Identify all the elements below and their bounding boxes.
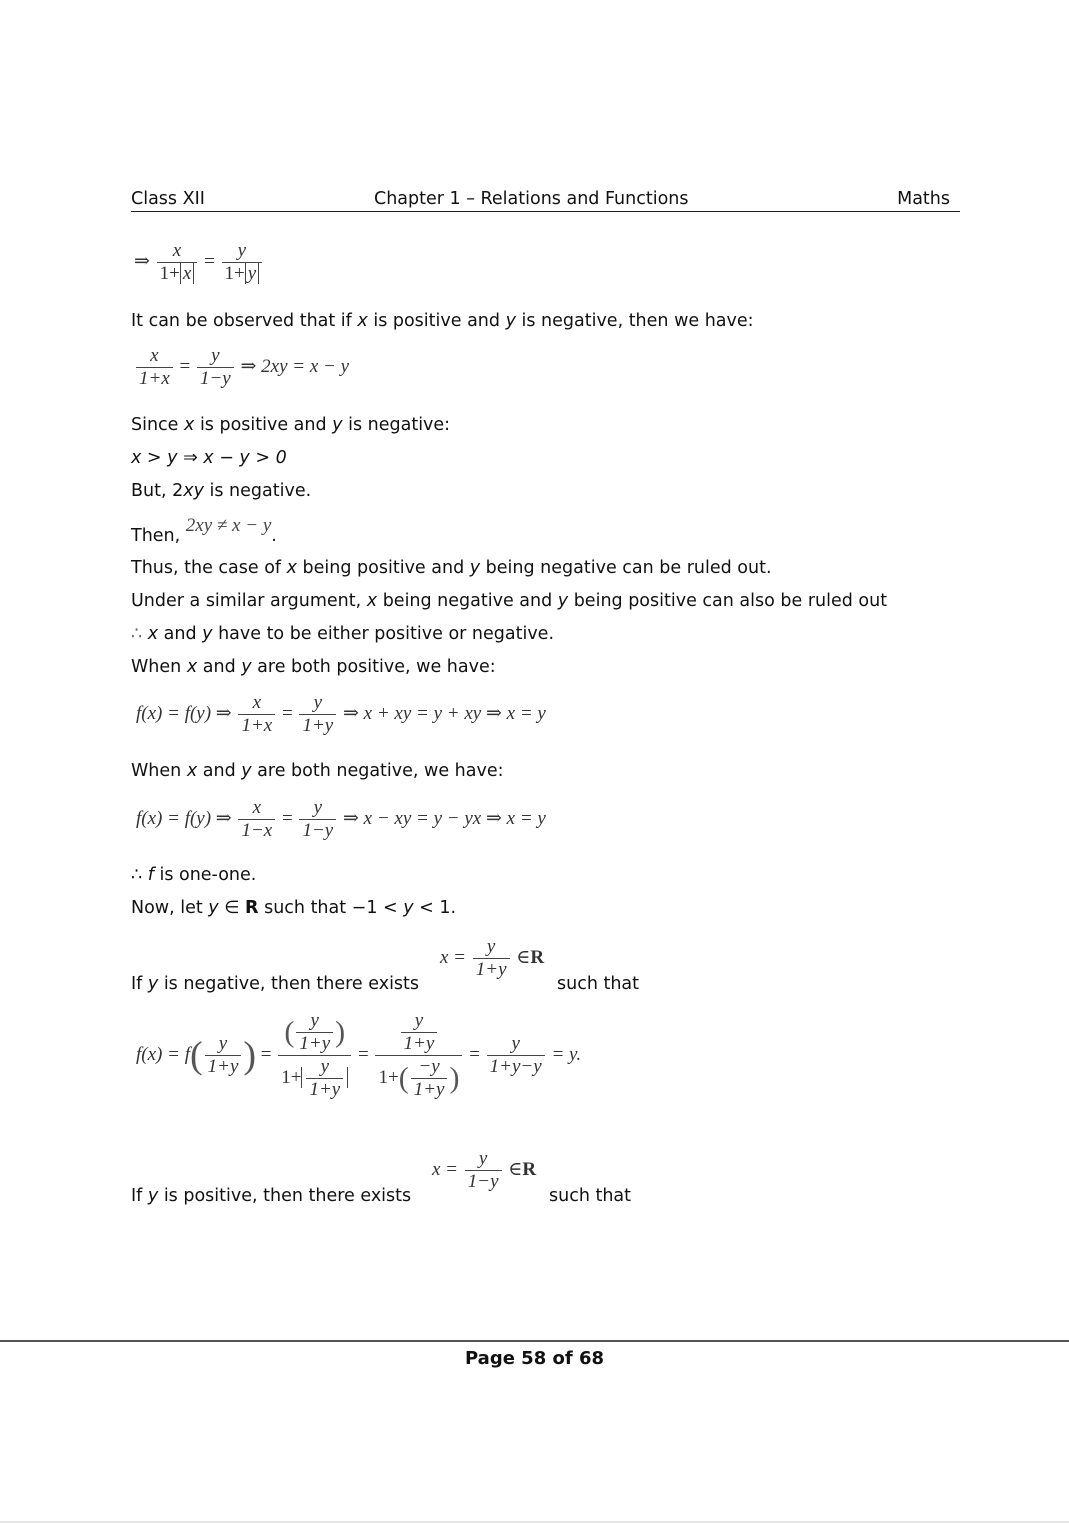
page-header — [131, 187, 960, 212]
equation-x-positive: x = $\frac{y}{1-y}$ ∈R — [432, 1148, 537, 1192]
paragraph-y-negative: If y is negative, then there exists — [131, 974, 420, 994]
footer-divider — [0, 1340, 1069, 1342]
paragraph-thus: Thus, the case of x being positive and y being negative can be ruled out. — [131, 558, 772, 578]
paragraph-observation: It can be observed that if x is positive and y is negative, then we have: — [131, 311, 754, 331]
paragraph-one-one: ∴ f is one-one. — [131, 865, 257, 885]
equation-positive-case: f(x) = f(y) ⇒ $\frac{x}{1+x}$ = $\frac{y}{1+y}$ ⇒ x + xy = y + xy ⇒ x = y — [136, 692, 546, 736]
paragraph-both-negative: When x and y are both negative, we have: — [131, 761, 504, 781]
paragraph-y-positive: If y is positive, then there exists — [131, 1186, 412, 1206]
equation-x-negative: x = $\frac{y}{1+y}$ ∈R — [440, 936, 545, 980]
such-that-label-1: such that — [557, 974, 640, 994]
equation-negative-case: f(x) = f(y) ⇒ $\frac{x}{1-x}$ = $\frac{y}{1-y}$ ⇒ x − xy = y − yx ⇒ x = y — [136, 797, 546, 841]
equation-abs-fraction: ⇒ $\frac{x}{1+ x}$ = $\frac{y}{1+ y}$ — [134, 240, 264, 285]
subject-label: Maths — [897, 189, 950, 209]
paragraph-then: Then, 2xy ≠ x − y. — [131, 515, 277, 546]
equation-f-x-negative: f(x) = f( $\frac{y}{1+y}$ ) = ( $\frac{y}{1+y}$ ) 1+ $\frac{y}{1+y}$ = $\frac{y}{1+y}$ 1+( $\frac{-y}{1+y}$ ) = $\frac{y}{1+y-y}$ = y. — [136, 1010, 582, 1100]
such-that-label-2: such that — [549, 1186, 632, 1206]
paragraph-therefore: ∴ x and y have to be either positive or negative. — [131, 624, 555, 644]
paragraph-now-let: Now, let y ∈ R such that −1 < y < 1. — [131, 898, 457, 918]
equation-2xy: $\frac{x}{1+x}$ = $\frac{y}{1-y}$ ⇒ 2xy = x − y — [134, 345, 349, 390]
inequality-line: x > y ⇒ x − y > 0 — [131, 448, 287, 468]
paragraph-both-positive: When x and y are both positive, we have: — [131, 657, 496, 677]
paragraph-but: But, 2xy is negative. — [131, 481, 312, 501]
class-label: Class XII — [131, 189, 205, 209]
paragraph-similar: Under a similar argument, x being negative and y being positive can also be ruled out — [131, 591, 888, 611]
page-number: Page 58 of 68 — [464, 1348, 605, 1369]
paragraph-since: Since x is positive and y is negative: — [131, 415, 451, 435]
chapter-title: Chapter 1 – Relations and Functions — [374, 189, 689, 209]
